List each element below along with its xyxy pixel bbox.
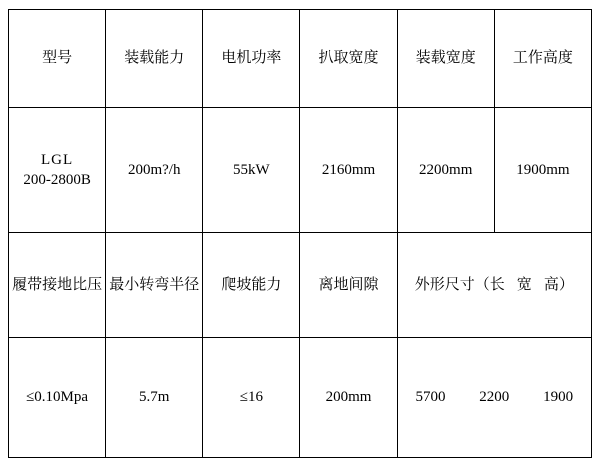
header-cell-motor-power: 电机功率 (203, 10, 300, 108)
value-cell-loading-capacity: 200m?/h (106, 108, 203, 233)
header-cell-overall-dimensions (397, 233, 591, 338)
dimension-height: 1900 (543, 389, 574, 406)
value-cell-motor-power: 55kW (203, 108, 300, 233)
model-line-2: 200-2800B (23, 172, 91, 188)
header-cell-model: 型号 (9, 10, 106, 108)
header-cell-ground-pressure: 履带接地比压 (9, 233, 106, 338)
header-cell-working-height: 工作高度 (494, 10, 591, 108)
overall-dimensions-mid: 宽 (516, 276, 532, 293)
value-cell-working-height: 1900mm (494, 108, 591, 233)
value-cell-ground-clearance: 200mm (300, 338, 397, 458)
table-row (9, 10, 592, 108)
table-row (9, 338, 592, 458)
model-line-1: LGL (40, 151, 74, 168)
header-cell-loading-width: 装载宽度 (397, 10, 494, 108)
value-cell-gradeability: ≤16 (203, 338, 300, 458)
value-cell-loading-width: 2200mm (397, 108, 494, 233)
dimension-width: 2200 (479, 389, 510, 406)
value-cell-turning-radius: 5.7m (106, 338, 203, 458)
value-cell-raking-width: 2160mm (300, 108, 397, 233)
specification-table (8, 9, 592, 458)
header-cell-loading-capacity: 装载能力 (106, 10, 203, 108)
header-cell-gradeability: 爬坡能力 (203, 233, 300, 338)
table-row (9, 233, 592, 338)
header-cell-turning-radius: 最小转弯半径 (106, 233, 203, 338)
value-cell-model (9, 108, 106, 233)
header-cell-ground-clearance: 离地间隙 (300, 233, 397, 338)
value-cell-ground-pressure: ≤0.10Mpa (9, 338, 106, 458)
value-cell-overall-dimensions (397, 338, 591, 458)
overall-dimensions-end: 高） (543, 276, 574, 293)
header-cell-raking-width: 扒取宽度 (300, 10, 397, 108)
overall-dimensions-label: 外形尺寸（长 (414, 276, 505, 293)
table-row (9, 108, 592, 233)
dimension-length: 5700 (415, 389, 446, 406)
